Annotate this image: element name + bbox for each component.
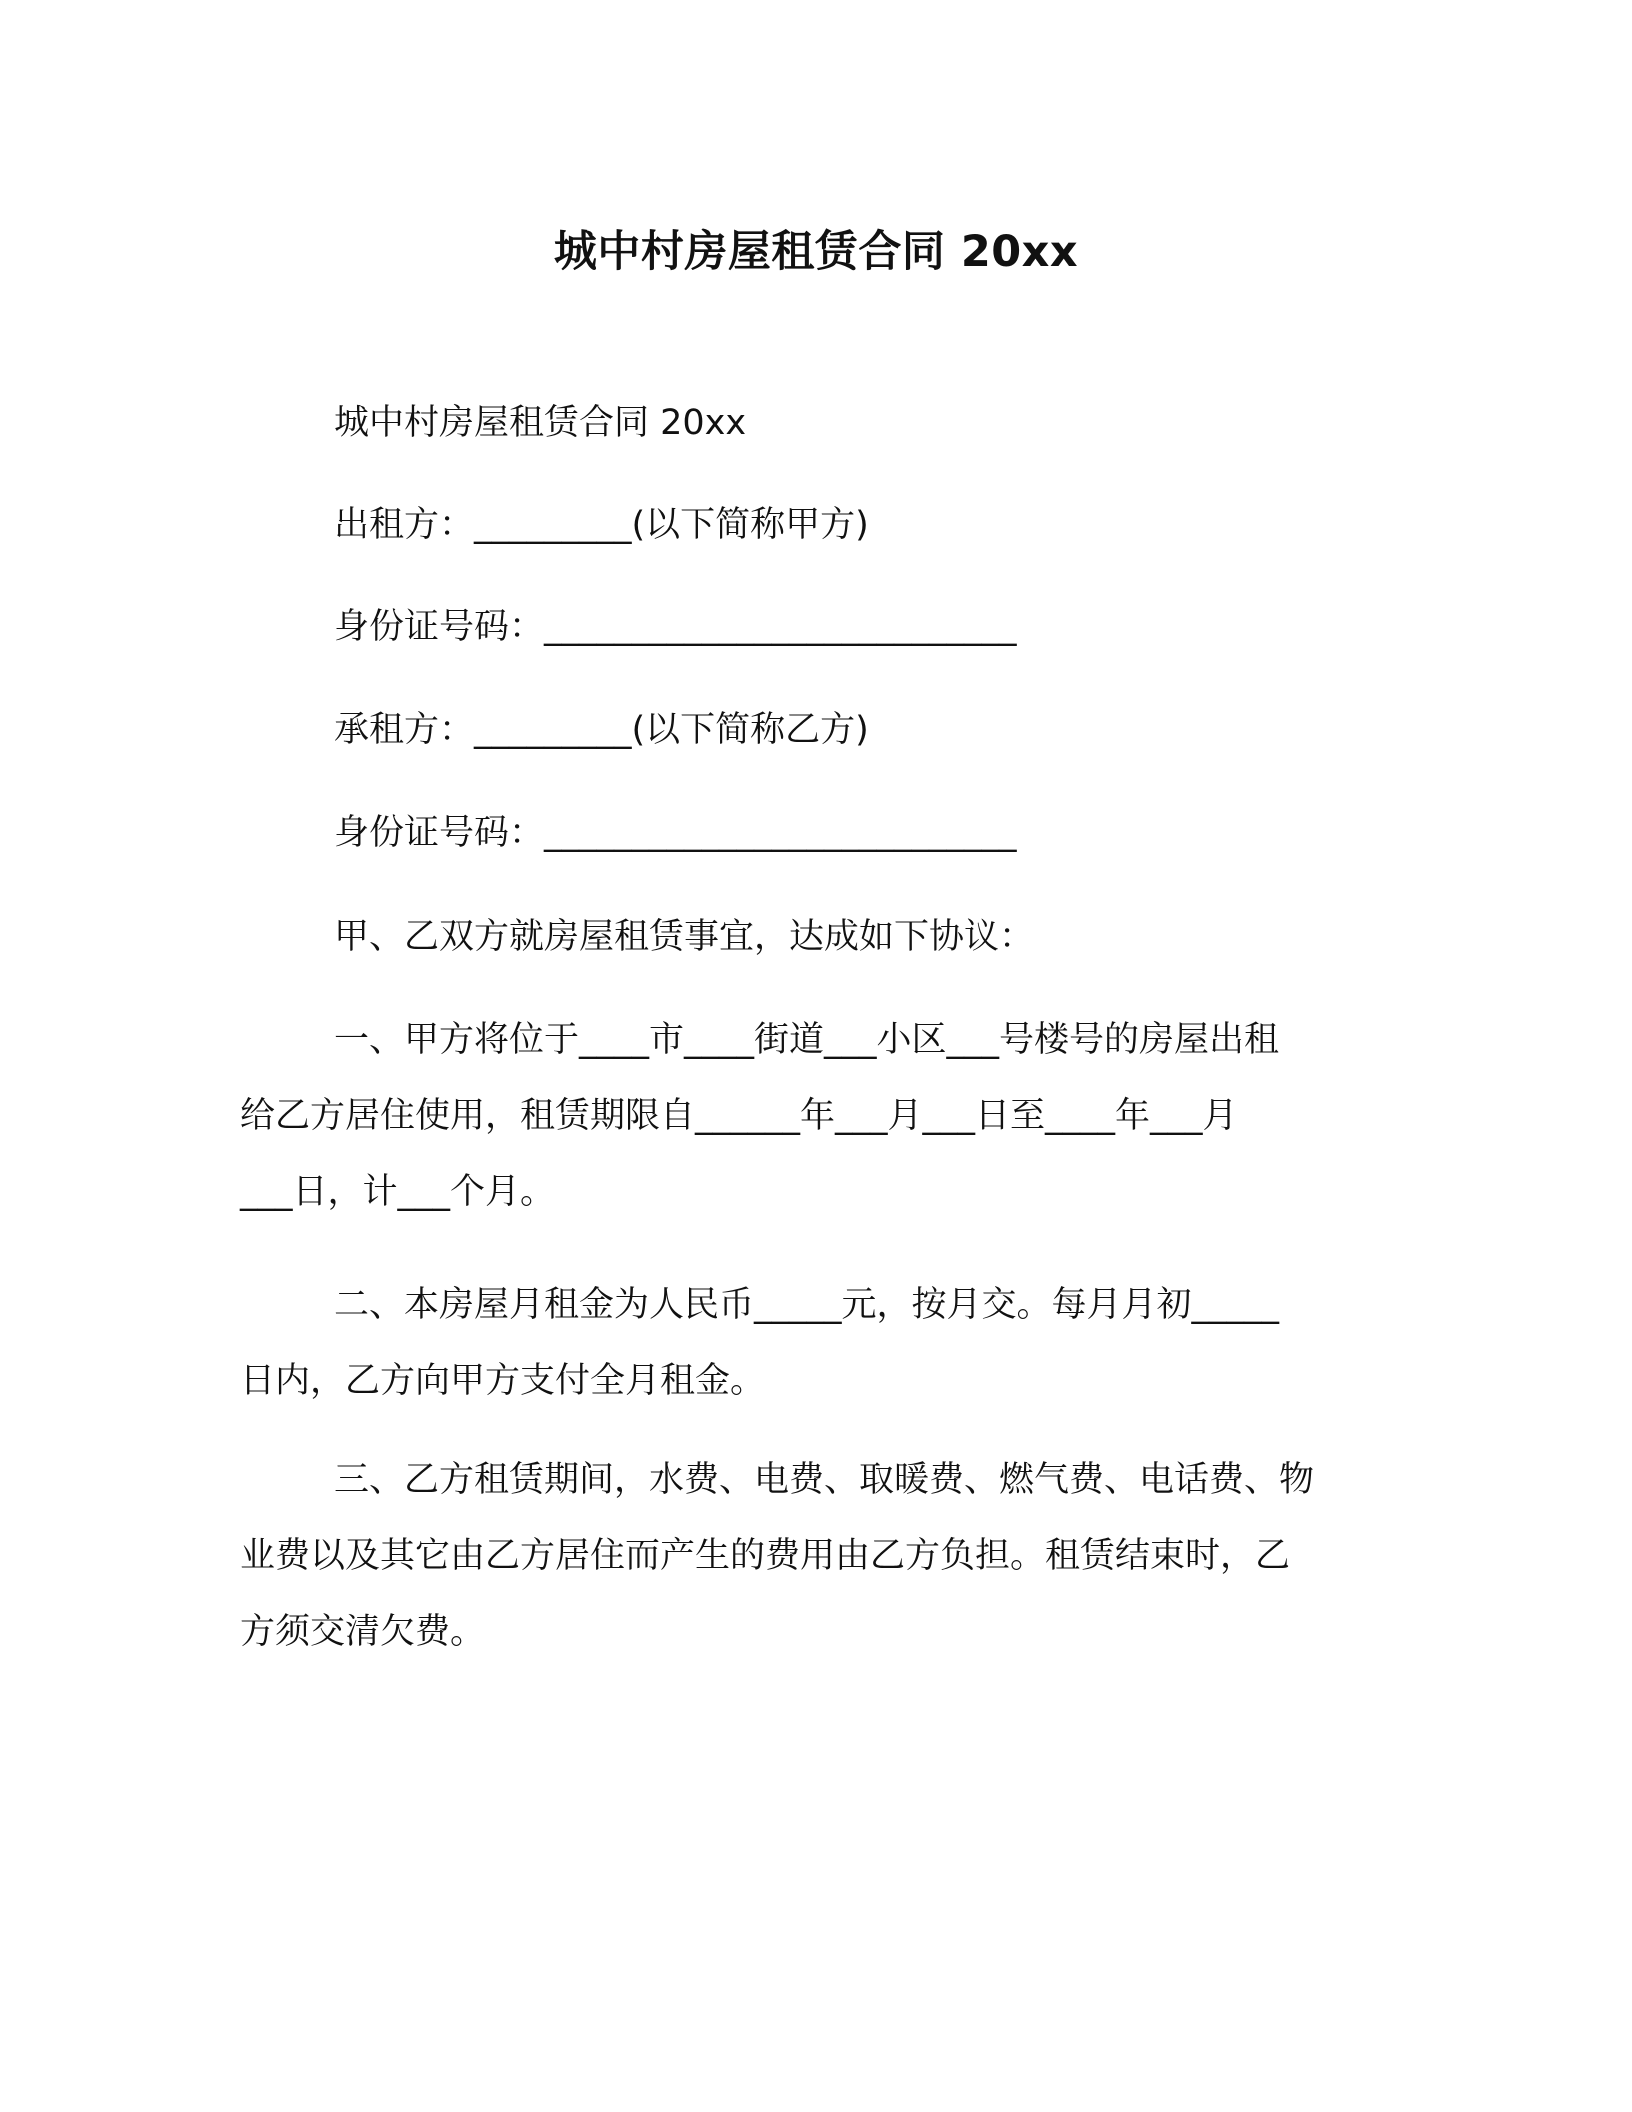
clause-2 xyxy=(240,1280,1380,1432)
clause-1-line: 给乙方居住使用，租赁期限自______年___月___日至____年___月 xyxy=(240,1096,1238,1136)
lessor-line: 出租方：_________(以下简称甲方) xyxy=(334,505,869,545)
clause-3 xyxy=(240,1455,1380,1683)
clause-2-line: 二、本房屋月租金为人民币_____元，按月交。每月月初_____ xyxy=(334,1285,1280,1325)
clause-2-line: 日内，乙方向甲方支付全月租金。 xyxy=(240,1361,766,1401)
clause-3-line: 业费以及其它由乙方居住而产生的费用由乙方负担。租赁结束时，乙 xyxy=(240,1536,1291,1576)
agreement-intro: 甲、乙双方就房屋租赁事宜，达成如下协议： xyxy=(334,917,1035,957)
clause-1 xyxy=(240,1015,1380,1243)
clause-3-line: 三、乙方租赁期间，水费、电费、取暖费、燃气费、电话费、物 xyxy=(334,1460,1315,1500)
lessor-id-line: 身份证号码：___________________________ xyxy=(334,607,1017,647)
document-title: 城中村房屋租赁合同 20xx xyxy=(553,227,1079,277)
document-subtitle: 城中村房屋租赁合同 20xx xyxy=(334,403,747,443)
lessee-line: 承租方：_________(以下简称乙方) xyxy=(334,710,869,750)
lessee-id-line: 身份证号码：___________________________ xyxy=(334,813,1017,853)
clause-1-line: 一、甲方将位于____市____街道___小区___号楼号的房屋出租 xyxy=(334,1020,1280,1060)
clause-1-line: ___日，计___个月。 xyxy=(240,1172,556,1212)
clause-3-line: 方须交清欠费。 xyxy=(240,1612,486,1652)
